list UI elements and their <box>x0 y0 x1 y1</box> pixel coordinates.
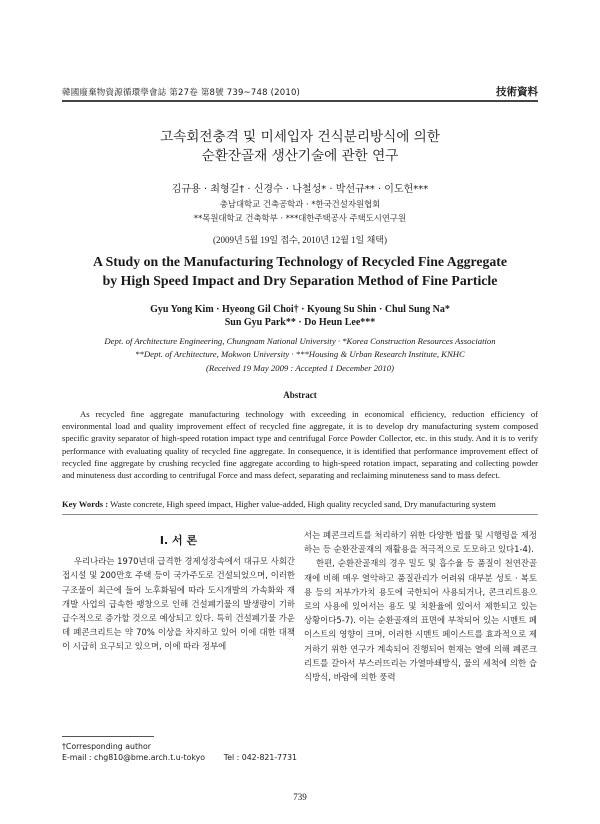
footnote <box>62 741 297 763</box>
body-paragraph-right-1: 서는 폐콘크리트를 처리하기 위한 다양한 법률 및 시행령을 제정하는 등 순환잔골재의 재활용을 적극적으로 도모하고 있다1-4). <box>304 530 537 555</box>
korean-affiliation-2: **목원대학교 건축학부 · ***대한주택공사 주택도시연구원 <box>193 213 407 223</box>
abstract-heading: Abstract <box>283 390 317 400</box>
keywords-text: Waste concrete, High speed impact, Higher value-added, High quality recycled sand, Dry manufacturing system <box>110 499 496 509</box>
korean-authors: 김규용 · 최형길† · 신경수 · 나철성* · 박선규** · 이도헌*** <box>171 184 429 195</box>
keywords <box>62 499 538 509</box>
english-authors-line1: Gyu Yong Kim · Hyeong Gil Choi† · Kyoung Su Shin · Chul Sung Na* <box>150 304 450 315</box>
keywords-label: Key Words : <box>62 499 109 509</box>
korean-dates: (2009년 5월 19일 접수, 2010년 12월 1일 채택) <box>213 235 387 245</box>
abstract-text: As recycled fine aggregate manufacturing technology with exceeding in economical efficiency, reduction efficiency of environmental load and quality improvement effect of recycled fine aggregate, it is to develop dry manufacturing system composed specific gravity separator of high-speed rotation impact type and centrifugal Force Powder Collector, etc. in this study. And it is to verify performance with evaluating quality of recycled fine aggregate. In consequence, it is identified that performance improvement effect of recycled fine aggregate by crushing recycled fine aggregate according to high-speed rotation impact, separating and collecting powder and minuteness dust according to centrifugal Force and mass defect, separating and reclaiming minuteness sand to mass defect. <box>62 409 538 481</box>
right-column <box>304 528 537 684</box>
page-number: 739 <box>293 792 307 802</box>
english-affiliation-2: **Dept. of Architecture, Mokwon University · ***Housing & Urban Research Institute, KNHC <box>135 349 465 359</box>
english-dates: (Received 19 May 2009 : Accepted 1 December 2010) <box>206 363 394 373</box>
korean-title-line1: 고속회전충격 및 미세입자 건식분리방식에 의한 <box>160 129 440 145</box>
section-title: I. 서 론 <box>159 534 198 547</box>
footnote-tel: Tel : 042-821-7731 <box>223 753 297 762</box>
korean-title <box>60 128 540 166</box>
korean-title-line2: 순환잔골재 생산기술에 관한 연구 <box>201 148 399 164</box>
english-title-line2: by High Speed Impact and Dry Separation Method of Fine Particle <box>102 273 498 288</box>
left-column <box>62 528 295 654</box>
english-title-line1: A Study on the Manufacturing Technology of Recycled Fine Aggregate <box>92 254 508 269</box>
section-label: 技術資料 <box>496 86 538 98</box>
english-title <box>60 252 540 290</box>
footnote-email: E-mail : chg810@bme.arch.t.u-tokyo <box>62 753 205 762</box>
body-paragraph-right-2: 한편, 순환잔골재의 경우 밀도 및 흡수율 등 품질이 천연잔골재에 비해 매우 열악하고 품질관리가 어려워 대부분 성토 · 복토용 등의 저부가가치 용도에 국한되어 사용되거나, 콘크리트용으로의 사용에 있어서는 용도 및 치환율에 있어서 제한되고 있는 상황이다5-7). 이는 순환골재의 표면에 부착되어 있는 시멘트 페이스트의 영향이 크며, 이러한 시멘트 페이스트를 효과적으로 제거하기 위한 연구가 계속되어 진행되어 현재는 열에 의해 폐콘크리트를 갈아서 부스러뜨리는 가열마쇄방식, 물의 세척에 의한 습식방식, 바람에 의한 풍력 <box>304 558 537 683</box>
english-authors-line2: Sun Gyu Park** · Do Heun Lee*** <box>224 317 376 328</box>
body-paragraph-left: 우리나라는 1970년대 급격한 경제성장속에서 대규모 사회간접시설 및 200만호 주택 등이 국가주도로 건설되었으며, 이러한 구조물이 최근에 들어 노후화됨에 따라 도시개발의 가속화와 재개발 사업의 급속한 팽창으로 인해 건설폐기물의 발생량이 기하급수적으로 증가할 것으로 예상되고 있다. 특히 건설폐기물 가운데 폐콘크리트는 약 70% 이상을 차지하고 있어 이에 대한 대책이 시급히 요구되고 있으며, 이에 따라 정부에 <box>62 556 295 652</box>
footnote-contact <box>62 752 297 763</box>
english-affiliation-1: Dept. of Architecture Engineering, Chungnam National University · *Korea Construction Resources Association <box>104 336 496 346</box>
footnote-mark: †Corresponding author <box>62 742 151 751</box>
journal-header: 韓國廢棄物資源循環學會誌 第27卷 第8號 739~748 (2010) <box>62 88 301 98</box>
footnote-rule <box>62 736 154 737</box>
keywords-rule <box>62 514 538 515</box>
korean-affiliation-1: 충남대학교 건축공학과 · *한국건설자원협회 <box>219 199 381 209</box>
english-authors <box>60 303 540 329</box>
header-rule <box>62 100 538 102</box>
